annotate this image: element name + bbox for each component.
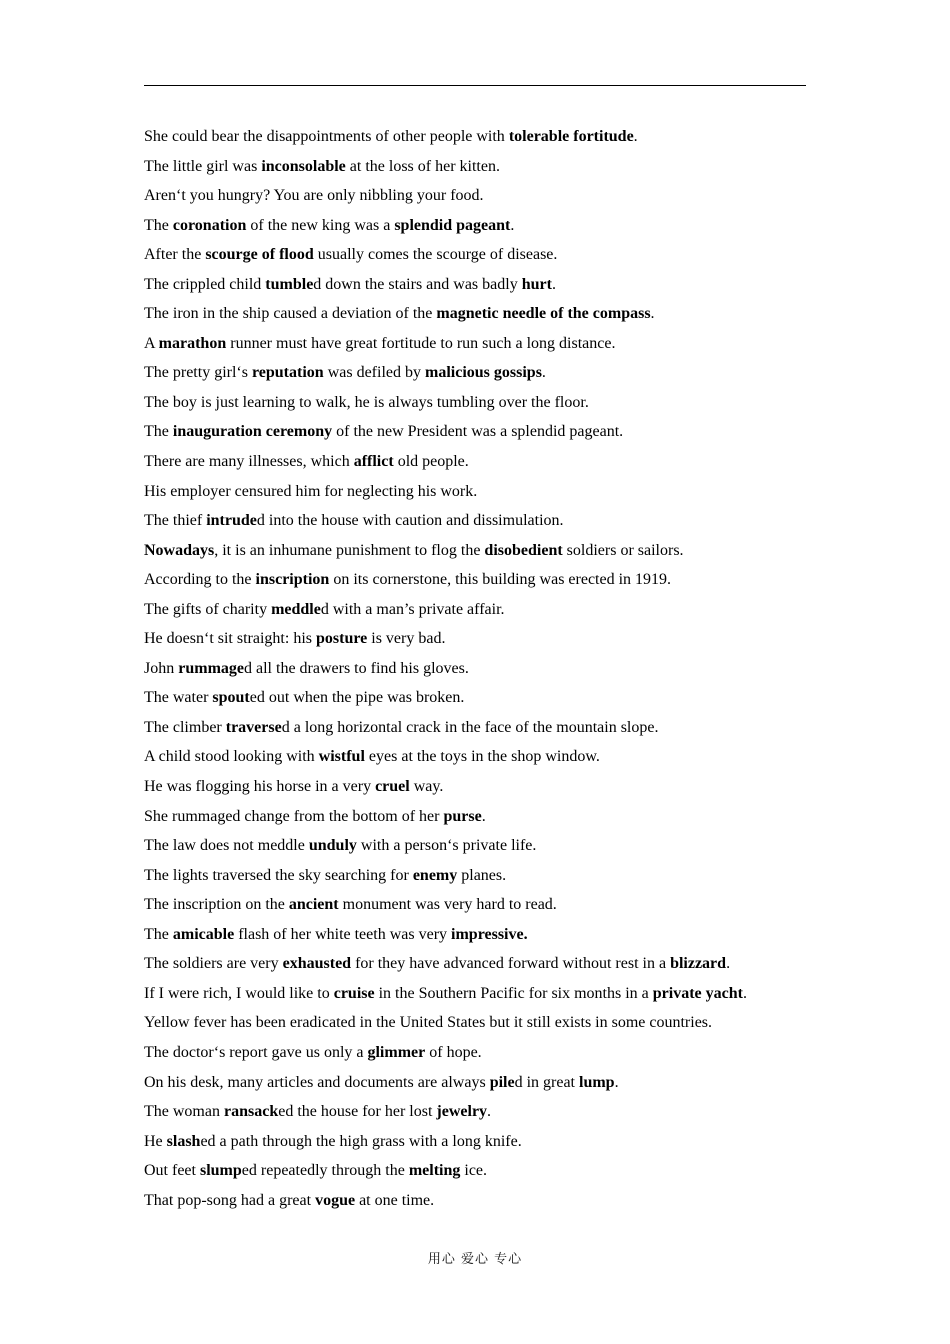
- sentence-line: [144, 301, 824, 331]
- bold-keyword: meddle: [271, 600, 321, 618]
- sentence-line: [144, 626, 824, 656]
- bold-keyword: scourge of flood: [205, 246, 314, 264]
- sentence-text: Yellow fever has been eradicated in the United States but it still exists in some countries.: [144, 1014, 713, 1032]
- sentence-text: usually comes the scourge of disease.: [313, 246, 558, 264]
- sentence-text: ed a path through the high grass with a long knife.: [200, 1132, 522, 1150]
- sentence-line: [144, 951, 824, 981]
- sentence-text: runner must have great fortitude to run such a long distance.: [226, 334, 616, 352]
- sentence-text: According to the: [144, 571, 256, 589]
- bold-keyword: reputation: [251, 364, 324, 382]
- sentence-text: .: [541, 364, 546, 382]
- bold-keyword: amicable: [172, 925, 235, 943]
- bold-keyword: impressive.: [451, 925, 528, 943]
- sentence-text: .: [650, 305, 655, 323]
- sentence-text: He: [144, 1132, 167, 1150]
- bold-keyword: glimmer: [367, 1043, 426, 1061]
- sentence-text: Out feet: [144, 1162, 200, 1180]
- bold-keyword: melting: [408, 1162, 461, 1180]
- bold-keyword: hurt: [521, 275, 552, 293]
- bold-keyword: inauguration ceremony: [172, 423, 333, 441]
- sentence-text: The: [144, 216, 173, 234]
- bold-keyword: private yacht: [652, 984, 743, 1002]
- sentence-text: old people.: [393, 453, 469, 471]
- sentence-text: The thief: [144, 512, 207, 530]
- sentence-text: The boy is just learning to walk, he is always tumbling over the floor.: [144, 393, 589, 411]
- sentence-text: She could bear the disappointments of other people with: [144, 128, 509, 145]
- sentence-text: at the loss of her kitten.: [345, 157, 500, 175]
- sentence-line: [144, 419, 824, 449]
- sentence-line: [144, 833, 824, 863]
- bold-keyword: intrude: [206, 512, 257, 530]
- sentence-text: of the new President was a splendid pageant.: [332, 423, 624, 441]
- sentence-text: of hope.: [425, 1043, 482, 1061]
- sentence-text: ice.: [460, 1162, 488, 1180]
- sentence-text: The crippled child: [144, 275, 266, 293]
- sentence-text: planes.: [457, 866, 507, 884]
- sentence-text: .: [487, 1103, 492, 1121]
- sentence-text: He was flogging his horse in a very: [144, 778, 376, 796]
- bold-keyword: lump: [579, 1073, 615, 1091]
- sentence-text: The law does not meddle: [144, 837, 309, 855]
- sentence-line: [144, 331, 824, 361]
- bold-keyword: marathon: [158, 334, 227, 352]
- bold-keyword: exhausted: [282, 955, 352, 973]
- sentence-line: [144, 1158, 824, 1188]
- bold-keyword: unduly: [308, 837, 357, 855]
- sentence-text: After the: [144, 246, 206, 264]
- sentence-text: The gifts of charity: [144, 600, 272, 618]
- sentence-line: [144, 804, 824, 834]
- bold-keyword: rummage: [178, 659, 244, 677]
- sentence-line: [144, 774, 824, 804]
- sentence-line: [144, 449, 824, 479]
- sentence-text: The inscription on the: [144, 896, 289, 914]
- sentence-text: at one time.: [355, 1191, 435, 1209]
- sentence-list: [144, 124, 824, 1217]
- sentence-line: [144, 1129, 824, 1159]
- sentence-text: on its cornerstone, this building was erected in 1919.: [329, 571, 672, 589]
- sentence-line: [144, 242, 824, 272]
- sentence-text: d all the drawers to find his gloves.: [244, 659, 469, 677]
- bold-keyword: cruel: [375, 778, 410, 796]
- sentence-text: ed repeatedly through the: [241, 1162, 409, 1180]
- sentence-line: [144, 863, 824, 893]
- bold-keyword: enemy: [412, 866, 458, 884]
- bold-keyword: traverse: [225, 718, 282, 736]
- bold-keyword: splendid pageant: [394, 216, 511, 234]
- bold-keyword: afflict: [353, 453, 394, 471]
- sentence-text: The lights traversed the sky searching for: [144, 866, 413, 884]
- sentence-text: .: [510, 216, 515, 234]
- sentence-line: [144, 715, 824, 745]
- sentence-text: .: [633, 128, 638, 145]
- sentence-line: [144, 981, 824, 1011]
- sentence-text: A child stood looking with: [144, 748, 319, 766]
- sentence-text: That pop-song had a great: [144, 1191, 316, 1209]
- sentence-text: The climber: [144, 718, 226, 736]
- bold-keyword: malicious gossips: [425, 364, 542, 382]
- sentence-text: soldiers or sailors.: [562, 541, 684, 559]
- bold-keyword: posture: [315, 630, 368, 648]
- sentence-text: The pretty girl‘s: [144, 364, 252, 382]
- sentence-text: John: [144, 659, 179, 677]
- sentence-line: [144, 508, 824, 538]
- sentence-text: .: [551, 275, 556, 293]
- sentence-text: He doesn‘t sit straight: his: [144, 630, 316, 648]
- sentence-line: [144, 1040, 824, 1070]
- bold-keyword: slump: [199, 1162, 242, 1180]
- sentence-text: d with a man’s private affair.: [320, 600, 505, 618]
- bold-keyword: jewelry: [436, 1103, 488, 1121]
- sentence-line: [144, 1010, 824, 1040]
- bold-keyword: purse: [443, 807, 482, 825]
- bold-keyword: ransack: [223, 1103, 279, 1121]
- sentence-text: The: [144, 925, 173, 943]
- sentence-text: The little girl was: [144, 157, 262, 175]
- sentence-text: A: [144, 334, 159, 352]
- bold-keyword: tolerable fortitude: [508, 128, 634, 145]
- sentence-text: for they have advanced forward without rest in a: [351, 955, 671, 973]
- sentence-line: [144, 597, 824, 627]
- sentence-line: [144, 922, 824, 952]
- sentence-text: , it is an inhumane punishment to flog the: [214, 541, 485, 559]
- bold-keyword: coronation: [172, 216, 247, 234]
- bold-keyword: inscription: [255, 571, 330, 589]
- sentence-line: [144, 656, 824, 686]
- bold-keyword: inconsolable: [261, 157, 346, 175]
- sentence-text: eyes at the toys in the shop window.: [364, 748, 600, 766]
- bold-keyword: wistful: [318, 748, 365, 766]
- sentence-line: [144, 538, 824, 568]
- bold-keyword: ancient: [288, 896, 339, 914]
- sentence-text: of the new king was a: [246, 216, 395, 234]
- sentence-line: [144, 685, 824, 715]
- bold-keyword: tumble: [265, 275, 314, 293]
- header-rule: [144, 85, 806, 86]
- bold-keyword: blizzard: [670, 955, 727, 973]
- bold-keyword: Nowadays: [144, 541, 215, 559]
- sentence-line: [144, 390, 824, 420]
- sentence-text: ed the house for her lost: [278, 1103, 437, 1121]
- sentence-text: monument was very hard to read.: [338, 896, 557, 914]
- sentence-text: .: [481, 807, 486, 825]
- sentence-text: d into the house with caution and dissimulation.: [256, 512, 564, 530]
- sentence-line: [144, 360, 824, 390]
- bold-keyword: disobedient: [484, 541, 563, 559]
- sentence-line: [144, 1070, 824, 1100]
- sentence-text: in the Southern Pacific for six months in a: [374, 984, 653, 1002]
- sentence-text: .: [614, 1073, 619, 1091]
- sentence-text: way.: [409, 778, 444, 796]
- sentence-line: [144, 154, 824, 184]
- sentence-text: If I were rich, I would like to: [144, 984, 334, 1002]
- sentence-text: The: [144, 423, 173, 441]
- sentence-text: is very bad.: [367, 630, 446, 648]
- page-footer: 用心 爱心 专心: [427, 1252, 523, 1267]
- sentence-text: flash of her white teeth was very: [234, 925, 452, 943]
- sentence-line: [144, 744, 824, 774]
- bold-keyword: magnetic needle of the compass: [436, 305, 651, 323]
- sentence-line: [144, 1188, 824, 1218]
- sentence-line: [144, 892, 824, 922]
- sentence-text: His employer censured him for neglecting his work.: [144, 482, 478, 500]
- bold-keyword: pile: [489, 1073, 515, 1091]
- sentence-text: d down the stairs and was badly: [313, 275, 522, 293]
- bold-keyword: vogue: [315, 1191, 356, 1209]
- sentence-text: The water: [144, 689, 213, 707]
- sentence-text: with a person‘s private life.: [356, 837, 537, 855]
- sentence-line: [144, 213, 824, 243]
- sentence-text: d a long horizontal crack in the face of the mountain slope.: [281, 718, 659, 736]
- sentence-text: The doctor‘s report gave us only a: [144, 1043, 368, 1061]
- sentence-line: [144, 183, 824, 213]
- sentence-text: was defiled by: [323, 364, 425, 382]
- sentence-text: Aren‘t you hungry? You are only nibbling your food.: [144, 187, 484, 205]
- sentence-text: ed out when the pipe was broken.: [249, 689, 465, 707]
- sentence-line: [144, 479, 824, 509]
- sentence-line: [144, 1099, 824, 1129]
- sentence-text: The woman: [144, 1103, 224, 1121]
- sentence-text: On his desk, many articles and documents are always: [144, 1073, 490, 1091]
- bold-keyword: cruise: [333, 984, 375, 1002]
- sentence-text: The soldiers are very: [144, 955, 283, 973]
- bold-keyword: spout: [212, 689, 250, 707]
- bold-keyword: slash: [166, 1132, 201, 1150]
- sentence-line: [144, 567, 824, 597]
- sentence-text: She rummaged change from the bottom of her: [144, 807, 444, 825]
- sentence-line: [144, 272, 824, 302]
- sentence-text: .: [742, 984, 747, 1002]
- sentence-line: [144, 124, 824, 154]
- sentence-text: There are many illnesses, which: [144, 453, 354, 471]
- sentence-text: .: [726, 955, 731, 973]
- sentence-text: d in great: [514, 1073, 579, 1091]
- sentence-text: The iron in the ship caused a deviation of the: [144, 305, 437, 323]
